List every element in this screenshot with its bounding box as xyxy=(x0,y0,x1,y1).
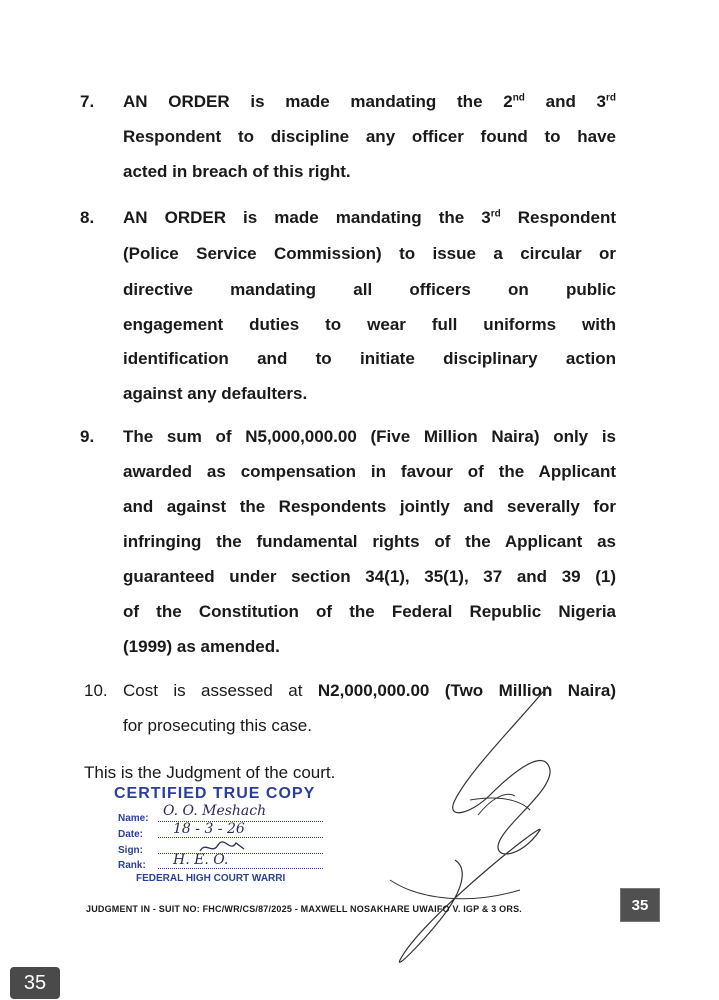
stamp-title: CERTIFIED TRUE COPY xyxy=(114,785,316,802)
item-line: AN ORDER is made mandating the 3rd Respondent xyxy=(123,208,616,227)
stamp-name-label: Name: xyxy=(118,813,149,824)
item-line: (1999) as amended. xyxy=(123,637,280,656)
item-number: 7. xyxy=(80,92,95,111)
item-line: directive mandating all officers on public xyxy=(123,280,616,299)
item-line: identification and to initiate disciplinary action xyxy=(123,349,616,368)
item-line: acted in breach of this right. xyxy=(123,162,351,181)
item-line: infringing the fundamental rights of the Applicant as xyxy=(123,532,616,551)
item-line: for prosecuting this case. xyxy=(123,716,312,735)
item-line: Respondent to discipline any officer found to have xyxy=(123,127,616,146)
item-line: (Police Service Commission) to issue a circular or xyxy=(123,244,616,263)
stamp-rank-label: Rank: xyxy=(118,860,146,871)
closing-statement: This is the Judgment of the court. xyxy=(84,763,336,782)
item-line: awarded as compensation in favour of the Applicant xyxy=(123,462,616,481)
stamp-rank-value: H. E. O. xyxy=(173,852,229,868)
stamp-court: FEDERAL HIGH COURT WARRI xyxy=(136,873,286,884)
item-line: of the Constitution of the Federal Republic Nigeria xyxy=(123,602,616,621)
item-line: Cost is assessed at N2,000,000.00 (Two Million Naira) xyxy=(123,681,616,700)
viewer-page-indicator[interactable]: 35 xyxy=(10,967,60,999)
stamp-date-value: 18 - 3 - 26 xyxy=(173,821,245,837)
item-number: 9. xyxy=(80,427,95,446)
item-line: guaranteed under section 34(1), 35(1), 37 and 39 (1) xyxy=(123,567,616,586)
item-number: 10. xyxy=(84,681,108,700)
item-line: against any defaulters. xyxy=(123,384,308,403)
stamp-date-label: Date: xyxy=(118,829,144,840)
item-line: AN ORDER is made mandating the 2nd and 3rd xyxy=(123,92,616,111)
item-number: 8. xyxy=(80,208,95,227)
item-line: engagement duties to wear full uniforms with xyxy=(123,315,616,334)
certified-stamp xyxy=(108,785,338,885)
stamp-sign-label: Sign: xyxy=(118,845,143,856)
item-line: and against the Respondents jointly and severally for xyxy=(123,497,616,516)
item-line: The sum of N5,000,000.00 (Five Million Naira) only is xyxy=(123,427,616,446)
stamp-name-value: O. O. Meshach xyxy=(163,803,267,819)
page-number-badge: 35 xyxy=(620,888,660,922)
document-footer: JUDGMENT IN - SUIT NO: FHC/WR/CS/87/2025 - MAXWELL NOSAKHARE UWAIFO V. IGP & 3 ORS. xyxy=(86,904,522,914)
